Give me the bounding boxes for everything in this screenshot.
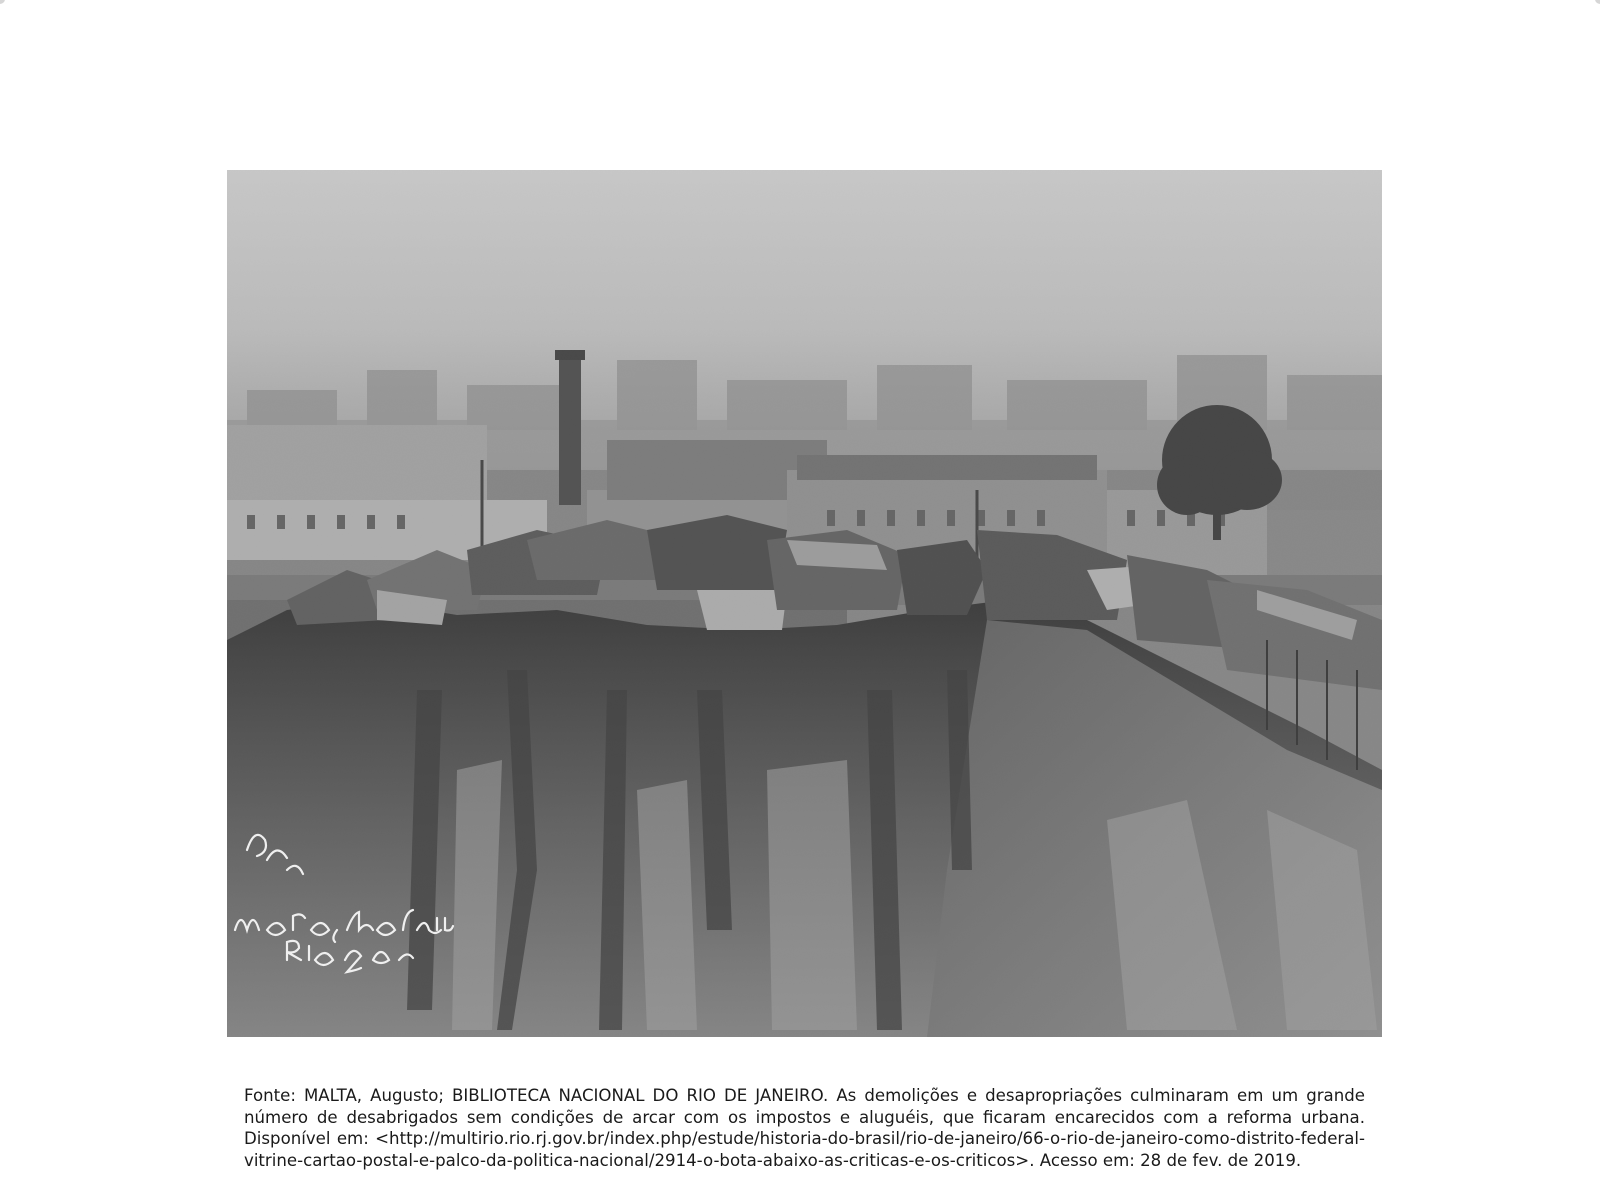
caption-access-date: Acesso em: 28 de fev. de 2019. (1039, 1150, 1302, 1170)
figure-caption (244, 1085, 1365, 1171)
page-corner-mark-right (1595, 0, 1600, 4)
film-grain (227, 170, 1382, 1037)
photo-illustration (227, 170, 1382, 1037)
caption-url[interactable]: <http://multirio.rio.rj.gov.br/index.php/estude/historia-do-brasil/rio-de-janeiro/66-o-rio-de-janeiro-como-distrito-federal-vitrine-cartao-postal-e-palco-da-politica-nacional/2914-o-bota-abaixo-as-criticas-e-os-criticos>. (244, 1129, 1365, 1170)
caption-source: Fonte: MALTA, Augusto; BIBLIOTECA NACIONAL DO RIO DE JANEIRO. (244, 1086, 829, 1105)
caption-available-label: Disponível em: (244, 1129, 369, 1148)
historical-photo (227, 170, 1382, 1037)
page-corner-mark-left (0, 0, 5, 4)
caption-description: As demolições e desapropriações culminaram em um grande número de desabrigados sem condições de arcar com os impostos e aluguéis, que ficaram encarecidos com a reforma urbana. (244, 1086, 1365, 1127)
